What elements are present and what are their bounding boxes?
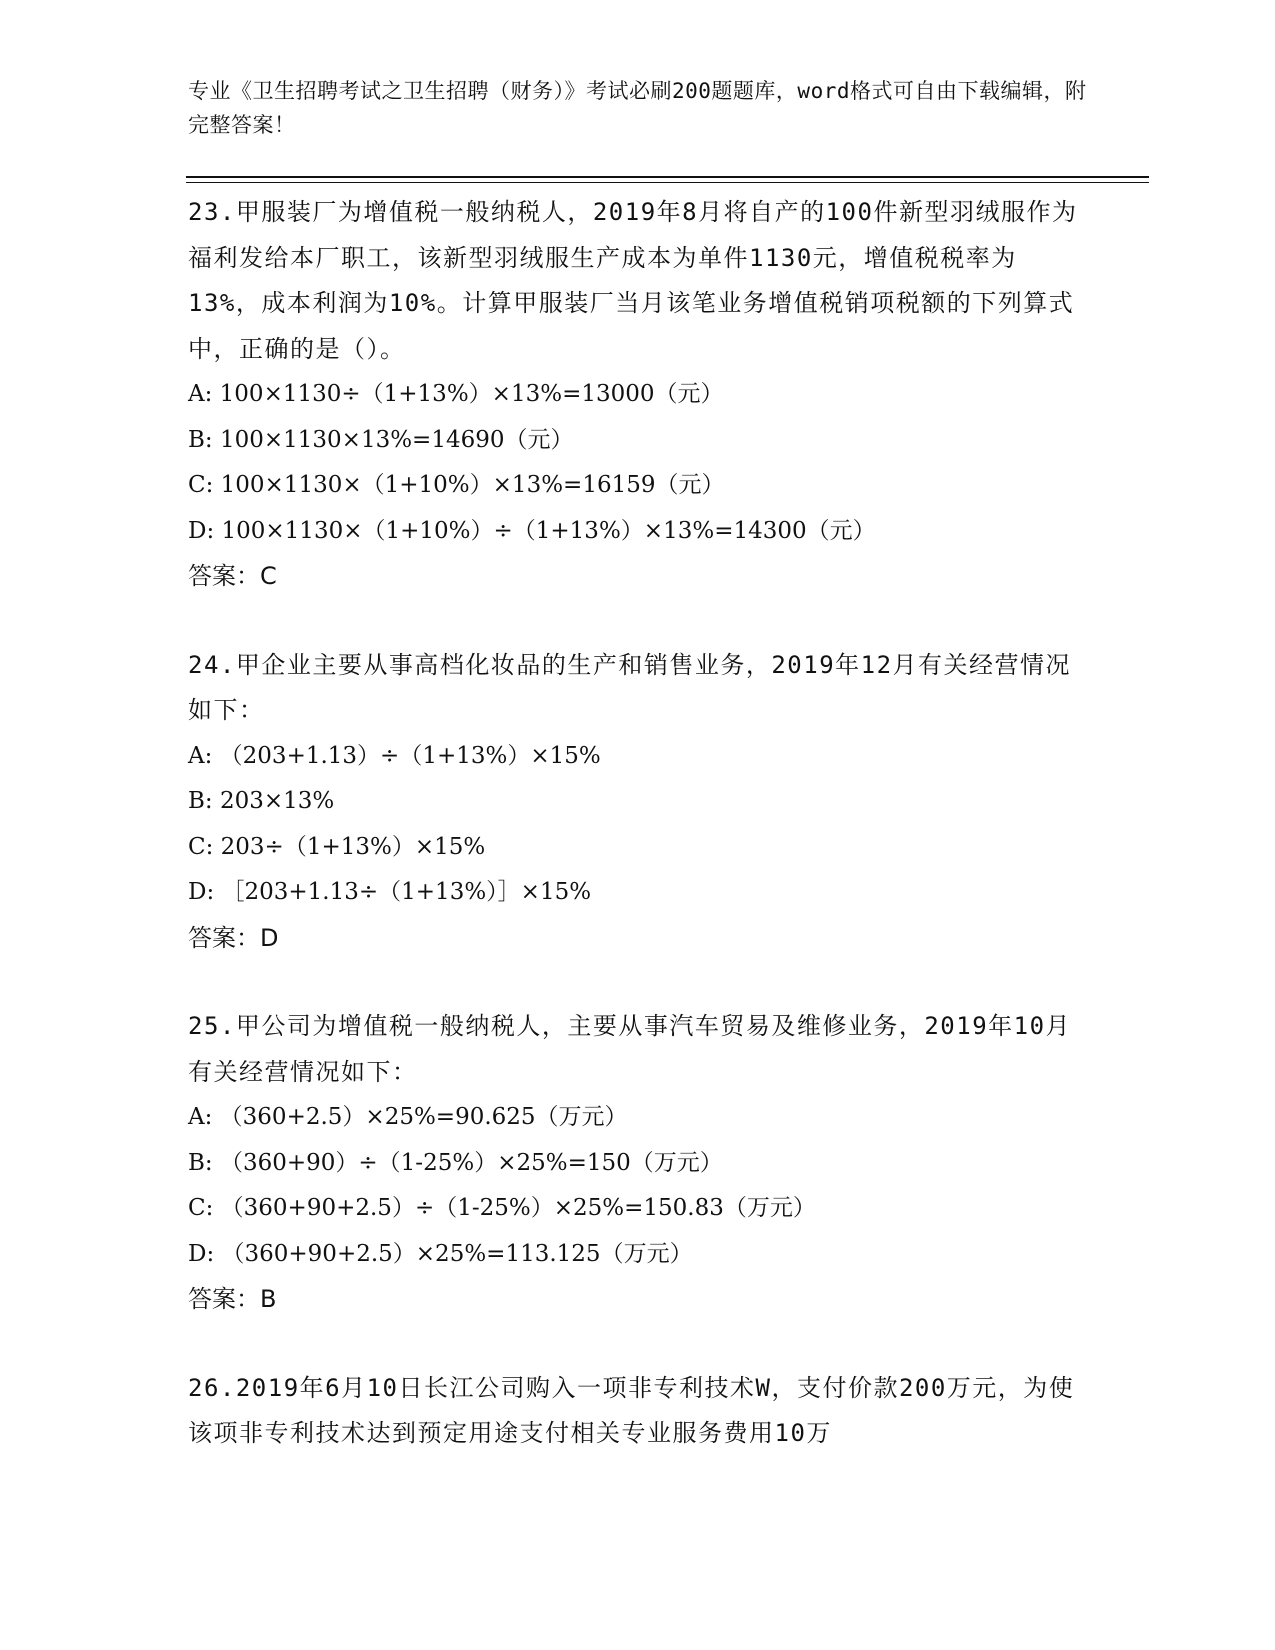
question-stem: 23.甲服装厂为增值税一般纳税人，2019年8月将自产的100件新型羽绒服作为福利发给本厂职工，该新型羽绒服生产成本为单件1130元，增值税税率为13%，成本利润为10%。计算甲服装厂当月该笔业务增值税销项税额的下列算式中，正确的是（）。 xyxy=(188,198,1078,363)
answer: 答案：B xyxy=(188,1285,277,1313)
question-list xyxy=(188,190,1088,1500)
option-d: D: 100×1130×（1+10%）÷（1+13%）×13%=14300（元） xyxy=(188,517,876,544)
option-c: C: （360+90+2.5）÷（1-25%）×25%=150.83（万元） xyxy=(188,1195,816,1221)
option-b: B: （360+90）÷（1-25%）×25%=150（万元） xyxy=(188,1149,723,1176)
option-d: D: ［203+1.13÷（1+13%）］×15% xyxy=(188,879,592,905)
question-24 xyxy=(188,643,1088,962)
option-a: A: （203+1.13）÷（1+13%）×15% xyxy=(188,742,601,769)
header-divider-thick xyxy=(186,176,1149,178)
answer: 答案：D xyxy=(188,923,279,952)
question-26 xyxy=(188,1366,1088,1457)
question-stem: 26.2019年6月10日长江公司购入一项非专利技术W，支付价款200万元，为使该项非专利技术达到预定用途支付相关专业服务费用10万 xyxy=(188,1373,1075,1447)
question-25 xyxy=(188,1004,1088,1323)
question-stem: 25.甲公司为增值税一般纳税人，主要从事汽车贸易及维修业务，2019年10月有关经营情况如下： xyxy=(188,1012,1072,1086)
option-d: D: （360+90+2.5）×25%=113.125（万元） xyxy=(188,1240,693,1267)
option-a: A: （360+2.5）×25%=90.625（万元） xyxy=(188,1104,628,1130)
question-23 xyxy=(188,190,1088,600)
option-a: A: 100×1130÷（1+13%）×13%=13000（元） xyxy=(188,381,724,407)
option-b: B: 100×1130×13%=14690（元） xyxy=(188,426,574,453)
option-b: B: 203×13% xyxy=(188,788,335,814)
page-header: 专业《卫生招聘考试之卫生招聘（财务）》考试必刷200题题库，word格式可自由下载编辑，附完整答案！ xyxy=(188,79,1087,137)
option-c: C: 100×1130×（1+10%）×13%=16159（元） xyxy=(188,472,725,498)
header-divider-thin xyxy=(186,182,1149,183)
question-stem: 24.甲企业主要从事高档化妆品的生产和销售业务，2019年12月有关经营情况如下： xyxy=(188,650,1072,724)
option-c: C: 203÷（1+13%）×15% xyxy=(188,833,486,860)
answer: 答案：C xyxy=(188,562,277,590)
